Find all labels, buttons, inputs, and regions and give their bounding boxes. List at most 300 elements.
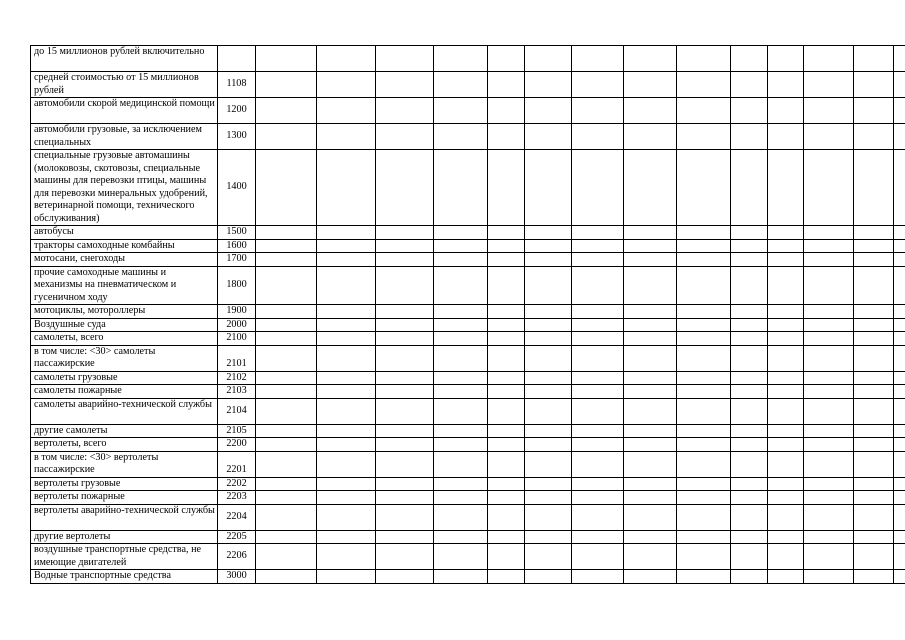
value-cell xyxy=(525,266,572,305)
value-cell xyxy=(624,438,677,452)
table-row xyxy=(31,544,905,570)
row-code-cell: 1108 xyxy=(218,72,256,98)
value-cell xyxy=(572,239,624,253)
value-cell xyxy=(317,451,376,477)
value-cell xyxy=(768,544,804,570)
table-row xyxy=(31,504,905,530)
row-name-cell: Водные транспортные средства xyxy=(31,570,218,584)
value-cell xyxy=(854,345,894,371)
value-cell xyxy=(317,385,376,399)
value-cell xyxy=(488,371,525,385)
value-cell xyxy=(894,266,905,305)
value-cell xyxy=(488,385,525,399)
value-cell xyxy=(624,544,677,570)
row-code-cell: 3000 xyxy=(218,570,256,584)
value-cell xyxy=(624,451,677,477)
value-cell xyxy=(434,318,488,332)
value-cell xyxy=(804,253,854,267)
value-cell xyxy=(256,544,317,570)
value-cell xyxy=(434,570,488,584)
value-cell xyxy=(677,491,731,505)
value-cell xyxy=(376,226,434,240)
value-cell xyxy=(525,46,572,72)
value-cell xyxy=(731,451,768,477)
value-cell xyxy=(572,438,624,452)
value-cell xyxy=(376,530,434,544)
row-name-cell: вертолеты пожарные xyxy=(31,491,218,505)
value-cell xyxy=(572,266,624,305)
value-cell xyxy=(894,150,905,226)
value-cell xyxy=(677,385,731,399)
value-cell xyxy=(894,124,905,150)
value-cell xyxy=(854,530,894,544)
value-cell xyxy=(376,98,434,124)
value-cell xyxy=(525,226,572,240)
value-cell xyxy=(488,424,525,438)
transport-register-table xyxy=(30,45,905,584)
value-cell xyxy=(572,424,624,438)
value-cell xyxy=(804,124,854,150)
value-cell xyxy=(677,150,731,226)
value-cell xyxy=(894,46,905,72)
table-row xyxy=(31,424,905,438)
value-cell xyxy=(256,239,317,253)
value-cell xyxy=(434,424,488,438)
value-cell xyxy=(488,544,525,570)
value-cell xyxy=(731,424,768,438)
table-row xyxy=(31,266,905,305)
value-cell xyxy=(768,345,804,371)
value-cell xyxy=(525,438,572,452)
value-cell xyxy=(488,451,525,477)
row-name-cell: прочие самоходные машины и механизмы на пневматическом и гусеничном ходу xyxy=(31,266,218,305)
value-cell xyxy=(624,253,677,267)
value-cell xyxy=(804,266,854,305)
row-code-cell xyxy=(218,46,256,72)
value-cell xyxy=(768,226,804,240)
value-cell xyxy=(804,570,854,584)
row-name-cell: тракторы самоходные комбайны xyxy=(31,239,218,253)
value-cell xyxy=(572,371,624,385)
value-cell xyxy=(624,398,677,424)
value-cell xyxy=(804,491,854,505)
value-cell xyxy=(854,371,894,385)
value-cell xyxy=(854,504,894,530)
value-cell xyxy=(525,253,572,267)
value-cell xyxy=(804,398,854,424)
value-cell xyxy=(804,438,854,452)
row-name-cell: вертолеты грузовые xyxy=(31,477,218,491)
value-cell xyxy=(731,46,768,72)
value-cell xyxy=(317,424,376,438)
value-cell xyxy=(731,398,768,424)
value-cell xyxy=(731,124,768,150)
value-cell xyxy=(768,305,804,319)
value-cell xyxy=(256,570,317,584)
value-cell xyxy=(804,385,854,399)
value-cell xyxy=(804,371,854,385)
value-cell xyxy=(677,226,731,240)
value-cell xyxy=(894,570,905,584)
value-cell xyxy=(854,385,894,399)
value-cell xyxy=(804,239,854,253)
value-cell xyxy=(572,385,624,399)
value-cell xyxy=(434,530,488,544)
value-cell xyxy=(525,345,572,371)
table-row xyxy=(31,253,905,267)
value-cell xyxy=(256,46,317,72)
value-cell xyxy=(894,345,905,371)
table-row xyxy=(31,451,905,477)
row-code-cell: 2201 xyxy=(218,451,256,477)
value-cell xyxy=(677,305,731,319)
value-cell xyxy=(854,318,894,332)
value-cell xyxy=(894,239,905,253)
value-cell xyxy=(894,530,905,544)
value-cell xyxy=(572,570,624,584)
value-cell xyxy=(488,332,525,346)
value-cell xyxy=(488,253,525,267)
table-row xyxy=(31,150,905,226)
value-cell xyxy=(525,398,572,424)
value-cell xyxy=(317,318,376,332)
value-cell xyxy=(525,504,572,530)
value-cell xyxy=(317,332,376,346)
value-cell xyxy=(376,72,434,98)
value-cell xyxy=(488,305,525,319)
value-cell xyxy=(376,491,434,505)
value-cell xyxy=(572,345,624,371)
value-cell xyxy=(256,477,317,491)
value-cell xyxy=(317,398,376,424)
value-cell xyxy=(624,239,677,253)
value-cell xyxy=(434,491,488,505)
value-cell xyxy=(256,305,317,319)
row-name-cell: Воздушные суда xyxy=(31,318,218,332)
row-code-cell: 2000 xyxy=(218,318,256,332)
row-name-cell: мотосани, снегоходы xyxy=(31,253,218,267)
value-cell xyxy=(854,544,894,570)
value-cell xyxy=(768,239,804,253)
value-cell xyxy=(256,438,317,452)
row-code-cell: 1200 xyxy=(218,98,256,124)
value-cell xyxy=(256,318,317,332)
value-cell xyxy=(376,438,434,452)
value-cell xyxy=(376,424,434,438)
value-cell xyxy=(525,424,572,438)
value-cell xyxy=(804,332,854,346)
value-cell xyxy=(525,491,572,505)
value-cell xyxy=(488,150,525,226)
value-cell xyxy=(525,305,572,319)
table-row xyxy=(31,332,905,346)
value-cell xyxy=(572,46,624,72)
value-cell xyxy=(376,398,434,424)
value-cell xyxy=(317,305,376,319)
value-cell xyxy=(525,544,572,570)
value-cell xyxy=(572,124,624,150)
value-cell xyxy=(768,253,804,267)
value-cell xyxy=(624,345,677,371)
value-cell xyxy=(256,504,317,530)
value-cell xyxy=(677,46,731,72)
value-cell xyxy=(256,530,317,544)
value-cell xyxy=(525,98,572,124)
value-cell xyxy=(624,570,677,584)
value-cell xyxy=(488,438,525,452)
value-cell xyxy=(731,345,768,371)
value-cell xyxy=(256,398,317,424)
value-cell xyxy=(525,385,572,399)
value-cell xyxy=(317,504,376,530)
value-cell xyxy=(768,385,804,399)
value-cell xyxy=(434,239,488,253)
table-row xyxy=(31,530,905,544)
value-cell xyxy=(854,332,894,346)
row-code-cell: 2205 xyxy=(218,530,256,544)
value-cell xyxy=(854,98,894,124)
value-cell xyxy=(434,150,488,226)
value-cell xyxy=(854,438,894,452)
value-cell xyxy=(731,239,768,253)
value-cell xyxy=(434,451,488,477)
table-row xyxy=(31,570,905,584)
value-cell xyxy=(317,530,376,544)
table-row xyxy=(31,305,905,319)
value-cell xyxy=(572,98,624,124)
value-cell xyxy=(434,345,488,371)
row-name-cell: автомобили скорой медицинской помощи xyxy=(31,98,218,124)
value-cell xyxy=(376,266,434,305)
value-cell xyxy=(677,345,731,371)
value-cell xyxy=(624,477,677,491)
value-cell xyxy=(525,371,572,385)
value-cell xyxy=(854,239,894,253)
value-cell xyxy=(854,72,894,98)
value-cell xyxy=(677,124,731,150)
value-cell xyxy=(768,332,804,346)
table-row xyxy=(31,438,905,452)
value-cell xyxy=(677,504,731,530)
value-cell xyxy=(376,477,434,491)
value-cell xyxy=(488,530,525,544)
value-cell xyxy=(572,398,624,424)
row-code-cell: 2202 xyxy=(218,477,256,491)
value-cell xyxy=(376,544,434,570)
value-cell xyxy=(624,46,677,72)
value-cell xyxy=(488,266,525,305)
value-cell xyxy=(256,98,317,124)
value-cell xyxy=(677,98,731,124)
row-code-cell: 2100 xyxy=(218,332,256,346)
table-row xyxy=(31,371,905,385)
value-cell xyxy=(572,226,624,240)
value-cell xyxy=(731,266,768,305)
row-name-cell: специальные грузовые автомашины (молоковозы, скотовозы, специальные машины для перевозки птицы, машины для перевозки минеральных удобрений, ветеринарной помощи, технического обслуживания) xyxy=(31,150,218,226)
value-cell xyxy=(572,305,624,319)
value-cell xyxy=(677,266,731,305)
value-cell xyxy=(317,46,376,72)
value-cell xyxy=(256,253,317,267)
value-cell xyxy=(894,491,905,505)
value-cell xyxy=(525,477,572,491)
value-cell xyxy=(731,305,768,319)
table-row xyxy=(31,491,905,505)
value-cell xyxy=(854,226,894,240)
value-cell xyxy=(768,266,804,305)
value-cell xyxy=(256,266,317,305)
value-cell xyxy=(768,318,804,332)
table-row xyxy=(31,226,905,240)
value-cell xyxy=(434,253,488,267)
value-cell xyxy=(624,318,677,332)
value-cell xyxy=(624,504,677,530)
value-cell xyxy=(317,72,376,98)
value-cell xyxy=(317,477,376,491)
value-cell xyxy=(624,98,677,124)
value-cell xyxy=(894,98,905,124)
value-cell xyxy=(804,424,854,438)
value-cell xyxy=(256,371,317,385)
value-cell xyxy=(488,491,525,505)
row-code-cell: 1900 xyxy=(218,305,256,319)
value-cell xyxy=(804,451,854,477)
value-cell xyxy=(624,72,677,98)
value-cell xyxy=(376,385,434,399)
value-cell xyxy=(894,226,905,240)
value-cell xyxy=(854,424,894,438)
value-cell xyxy=(256,150,317,226)
value-cell xyxy=(677,438,731,452)
row-name-cell: воздушные транспортные средства, не имеющие двигателей xyxy=(31,544,218,570)
value-cell xyxy=(677,253,731,267)
value-cell xyxy=(434,371,488,385)
value-cell xyxy=(376,239,434,253)
value-cell xyxy=(894,332,905,346)
value-cell xyxy=(256,72,317,98)
value-cell xyxy=(768,371,804,385)
value-cell xyxy=(731,530,768,544)
row-code-cell: 1500 xyxy=(218,226,256,240)
value-cell xyxy=(434,438,488,452)
value-cell xyxy=(572,332,624,346)
value-cell xyxy=(804,46,854,72)
value-cell xyxy=(376,570,434,584)
value-cell xyxy=(572,544,624,570)
value-cell xyxy=(624,371,677,385)
value-cell xyxy=(256,332,317,346)
table-row xyxy=(31,385,905,399)
value-cell xyxy=(894,72,905,98)
value-cell xyxy=(677,72,731,98)
value-cell xyxy=(434,305,488,319)
value-cell xyxy=(488,504,525,530)
value-cell xyxy=(677,424,731,438)
value-cell xyxy=(317,226,376,240)
value-cell xyxy=(434,266,488,305)
value-cell xyxy=(317,266,376,305)
row-code-cell: 1600 xyxy=(218,239,256,253)
value-cell xyxy=(854,398,894,424)
value-cell xyxy=(731,371,768,385)
value-cell xyxy=(804,150,854,226)
value-cell xyxy=(624,491,677,505)
value-cell xyxy=(434,504,488,530)
value-cell xyxy=(624,332,677,346)
value-cell xyxy=(624,305,677,319)
value-cell xyxy=(488,46,525,72)
value-cell xyxy=(894,398,905,424)
table-row xyxy=(31,239,905,253)
value-cell xyxy=(317,253,376,267)
value-cell xyxy=(525,570,572,584)
value-cell xyxy=(488,98,525,124)
value-cell xyxy=(804,72,854,98)
value-cell xyxy=(677,451,731,477)
row-code-cell: 2102 xyxy=(218,371,256,385)
value-cell xyxy=(894,371,905,385)
value-cell xyxy=(488,318,525,332)
value-cell xyxy=(488,570,525,584)
value-cell xyxy=(317,544,376,570)
row-name-cell: мотоциклы, мотороллеры xyxy=(31,305,218,319)
row-name-cell: в том числе: <30> самолеты пассажирские xyxy=(31,345,218,371)
row-code-cell: 2101 xyxy=(218,345,256,371)
value-cell xyxy=(376,46,434,72)
value-cell xyxy=(488,72,525,98)
value-cell xyxy=(731,253,768,267)
value-cell xyxy=(256,424,317,438)
row-code-cell: 1700 xyxy=(218,253,256,267)
value-cell xyxy=(376,504,434,530)
row-code-cell: 2200 xyxy=(218,438,256,452)
value-cell xyxy=(572,504,624,530)
value-cell xyxy=(525,318,572,332)
value-cell xyxy=(768,124,804,150)
value-cell xyxy=(434,332,488,346)
row-name-cell: самолеты пожарные xyxy=(31,385,218,399)
value-cell xyxy=(731,72,768,98)
value-cell xyxy=(256,491,317,505)
value-cell xyxy=(768,98,804,124)
row-name-cell: до 15 миллионов рублей включительно xyxy=(31,46,218,72)
value-cell xyxy=(804,318,854,332)
value-cell xyxy=(572,477,624,491)
value-cell xyxy=(525,530,572,544)
value-cell xyxy=(894,451,905,477)
value-cell xyxy=(854,570,894,584)
value-cell xyxy=(768,477,804,491)
value-cell xyxy=(768,570,804,584)
value-cell xyxy=(677,239,731,253)
row-code-cell: 2104 xyxy=(218,398,256,424)
value-cell xyxy=(804,504,854,530)
value-cell xyxy=(624,424,677,438)
table-row xyxy=(31,98,905,124)
value-cell xyxy=(376,451,434,477)
value-cell xyxy=(572,72,624,98)
value-cell xyxy=(376,150,434,226)
value-cell xyxy=(768,72,804,98)
row-code-cell: 2206 xyxy=(218,544,256,570)
value-cell xyxy=(434,385,488,399)
value-cell xyxy=(804,345,854,371)
value-cell xyxy=(572,491,624,505)
value-cell xyxy=(525,451,572,477)
value-cell xyxy=(768,504,804,530)
value-cell xyxy=(256,385,317,399)
value-cell xyxy=(256,124,317,150)
